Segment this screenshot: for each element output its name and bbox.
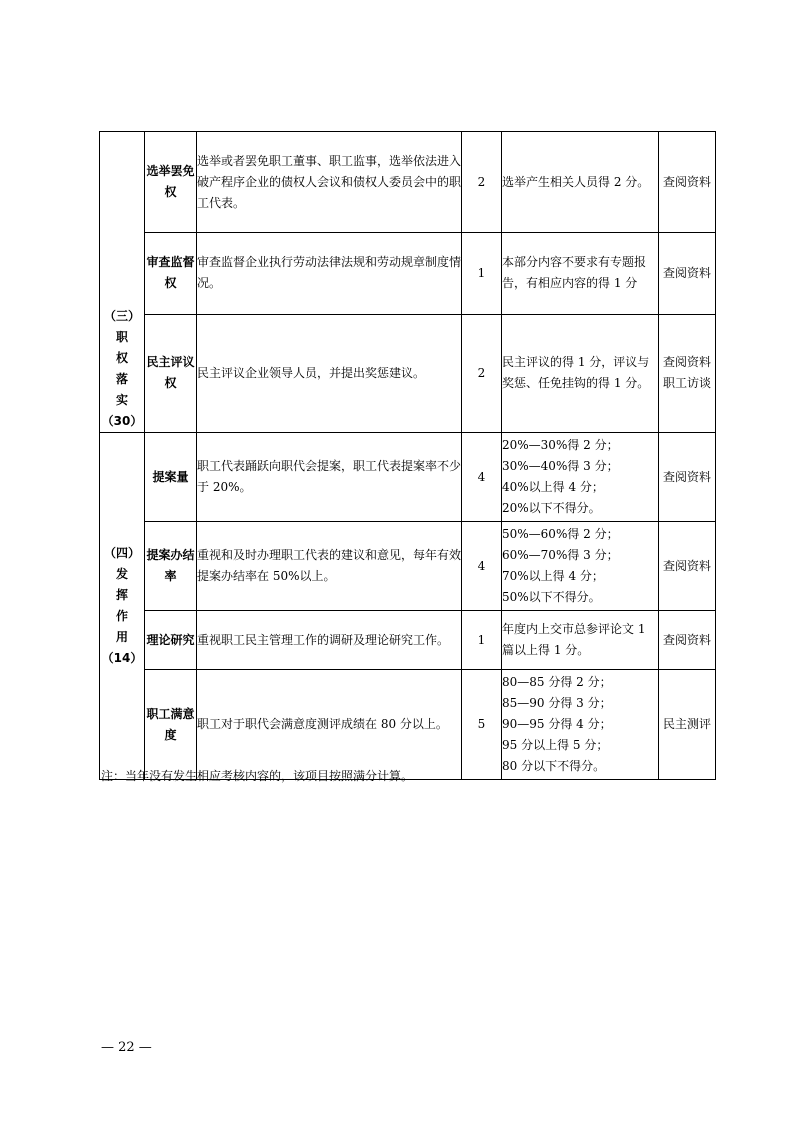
scoring-rule-line: 30%—40%得 3 分； bbox=[502, 459, 619, 473]
scoring-rule-line: 年度内上交市总参评论文 1 篇以上得 1 分。 bbox=[502, 622, 646, 657]
table-row bbox=[100, 522, 716, 611]
footnote: 注：当年没有发生相应考核内容的，该项目按照满分计算。 bbox=[101, 769, 414, 783]
item-name: 理论研究 bbox=[145, 611, 197, 670]
category-4-part: 作 bbox=[115, 609, 128, 623]
scoring-rule bbox=[502, 132, 659, 233]
item-score: 1 bbox=[462, 611, 502, 670]
item-description: 重视职工民主管理工作的调研及理论研究工作。 bbox=[197, 611, 462, 670]
category-3-part: 实 bbox=[115, 393, 128, 407]
table-row bbox=[100, 233, 716, 315]
scoring-rule-line: 80—85 分得 2 分； bbox=[502, 675, 612, 689]
item-score: 2 bbox=[462, 132, 502, 233]
category-cell-4 bbox=[100, 433, 145, 780]
category-3-part: 落 bbox=[115, 372, 128, 386]
check-method-line: 职工访谈 bbox=[662, 376, 711, 391]
category-4-part: 发 bbox=[115, 567, 128, 581]
check-method-line: 查阅资料 bbox=[662, 174, 711, 189]
scoring-rule-line: 40%以上得 4 分； bbox=[502, 480, 604, 494]
category-cell-3 bbox=[100, 132, 145, 433]
check-method bbox=[659, 522, 716, 611]
item-description: 重视和及时办理职工代表的建议和意见，每年有效提案办结率在 50%以上。 bbox=[197, 522, 462, 611]
check-method bbox=[659, 433, 716, 522]
check-method-line: 查阅资料 bbox=[662, 469, 711, 484]
scoring-rule-line: 20%—30%得 2 分； bbox=[502, 438, 619, 452]
table-row bbox=[100, 132, 716, 233]
scoring-rule bbox=[502, 522, 659, 611]
item-score: 2 bbox=[462, 314, 502, 432]
item-name: 职工满意度 bbox=[145, 670, 197, 780]
category-3-part: （30） bbox=[101, 414, 143, 428]
scoring-rule-line: 20%以下不得分。 bbox=[502, 501, 601, 515]
check-method-line: 查阅资料 bbox=[662, 558, 711, 573]
item-name: 提案办结率 bbox=[145, 522, 197, 611]
check-method-line: 查阅资料 bbox=[662, 355, 711, 370]
scoring-rule-line: 60%—70%得 3 分； bbox=[502, 548, 619, 562]
item-name: 提案量 bbox=[145, 433, 197, 522]
item-score: 4 bbox=[462, 522, 502, 611]
category-3-part: 权 bbox=[115, 351, 128, 365]
scoring-rule bbox=[502, 670, 659, 780]
scoring-rule bbox=[502, 433, 659, 522]
scoring-rule-line: 本部分内容不要求有专题报告，有相应内容的得 1 分 bbox=[502, 255, 647, 291]
category-4-part: 用 bbox=[115, 630, 128, 644]
item-description: 职工对于职代会满意度测评成绩在 80 分以上。 bbox=[197, 670, 462, 780]
category-4-part: （四） bbox=[103, 546, 140, 560]
assessment-table bbox=[99, 131, 716, 780]
item-name: 审查监督权 bbox=[145, 233, 197, 315]
scoring-rule bbox=[502, 314, 659, 432]
page-number: — 22 — bbox=[101, 1040, 152, 1055]
item-description: 选举或者罢免职工董事、职工监事，选举依法进入破产程序企业的债权人会议和债权人委员会中的职工代表。 bbox=[197, 132, 462, 233]
scoring-rule-line: 民主评议的得 1 分，评议与奖惩、任免挂钩的得 1 分。 bbox=[502, 355, 650, 391]
check-method-line: 查阅资料 bbox=[662, 632, 711, 647]
item-score: 1 bbox=[462, 233, 502, 315]
scoring-rule-line: 50%—60%得 2 分； bbox=[502, 527, 619, 541]
table-row bbox=[100, 670, 716, 780]
item-name: 民主评议权 bbox=[145, 314, 197, 432]
check-method bbox=[659, 611, 716, 670]
check-method-line: 查阅资料 bbox=[662, 265, 711, 280]
check-method bbox=[659, 132, 716, 233]
category-3-part: 职 bbox=[115, 330, 128, 344]
check-method bbox=[659, 233, 716, 315]
check-method-line: 民主测评 bbox=[662, 717, 711, 731]
scoring-rule bbox=[502, 233, 659, 315]
scoring-rule-line: 85—90 分得 3 分； bbox=[502, 696, 612, 710]
table-row bbox=[100, 314, 716, 432]
item-description: 审查监督企业执行劳动法律法规和劳动规章制度情况。 bbox=[197, 233, 462, 315]
check-method bbox=[659, 670, 716, 780]
scoring-rule-line: 50%以下不得分。 bbox=[502, 590, 601, 604]
scoring-rule-line: 80 分以下不得分。 bbox=[502, 759, 606, 773]
table-row bbox=[100, 433, 716, 522]
scoring-rule-line: 70%以上得 4 分； bbox=[502, 569, 604, 583]
scoring-rule-line: 95 分以上得 5 分； bbox=[502, 738, 609, 752]
table-row bbox=[100, 611, 716, 670]
scoring-rule-line: 选举产生相关人员得 2 分。 bbox=[502, 174, 650, 189]
scoring-rule-line: 90—95 分得 4 分； bbox=[502, 717, 612, 731]
item-description: 民主评议企业领导人员，并提出奖惩建议。 bbox=[197, 314, 462, 432]
item-score: 4 bbox=[462, 433, 502, 522]
item-name: 选举罢免权 bbox=[145, 132, 197, 233]
item-description: 职工代表踊跃向职代会提案，职工代表提案率不少于 20%。 bbox=[197, 433, 462, 522]
category-4-part: （14） bbox=[101, 651, 143, 665]
check-method bbox=[659, 314, 716, 432]
scoring-rule bbox=[502, 611, 659, 670]
category-4-part: 挥 bbox=[115, 588, 128, 602]
category-3-part: （三） bbox=[103, 309, 140, 323]
item-score: 5 bbox=[462, 670, 502, 780]
